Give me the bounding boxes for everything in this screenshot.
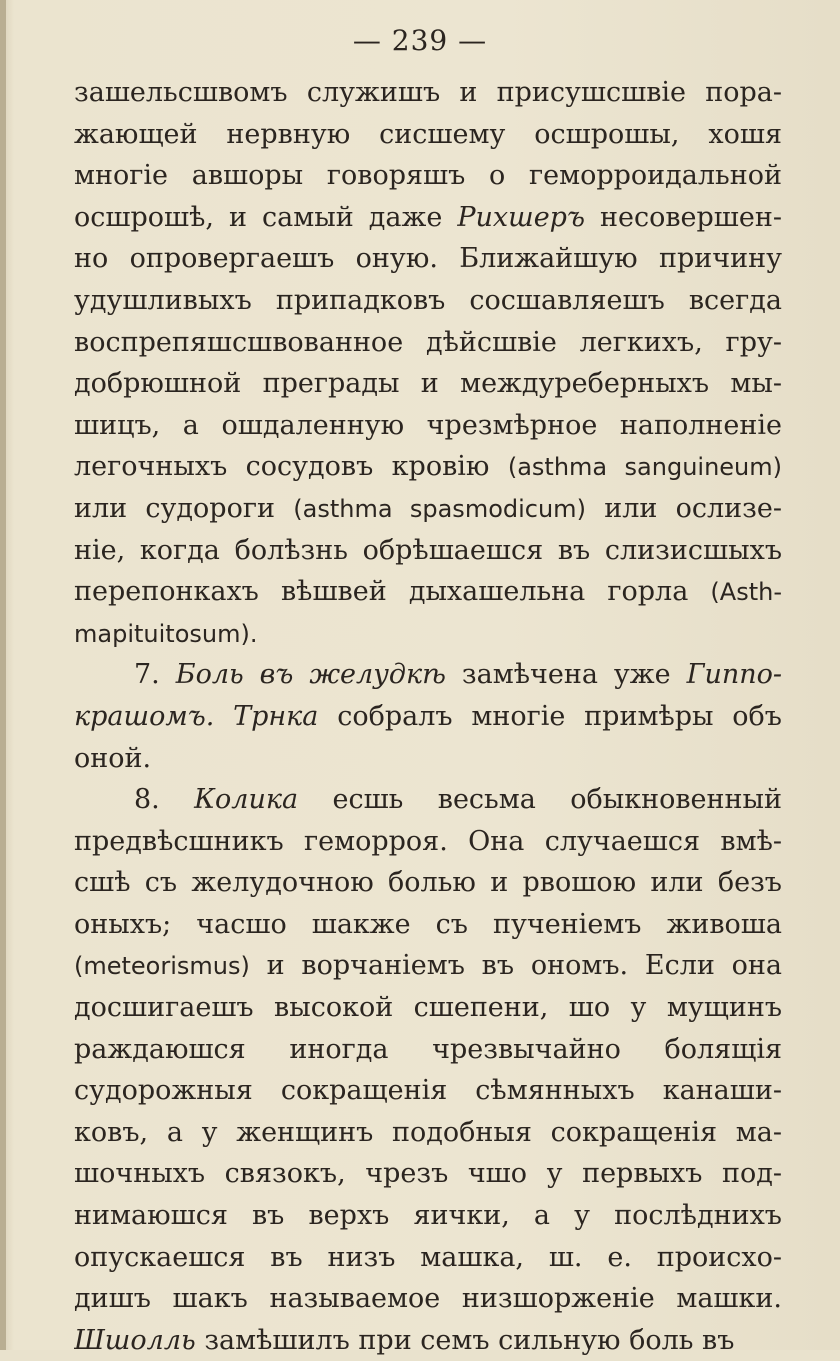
text-run: опускаешся въ низъ машка, ш. е. происхо-: [74, 1241, 782, 1273]
text-run: перепонкахъ вѣшвей дыхашельна горла: [74, 576, 711, 608]
text-run: многіе авшоры говоряшъ о геморроидальной: [74, 160, 782, 192]
italic-text-run: Колика: [194, 784, 299, 816]
text-line: [74, 571, 782, 613]
page-gutter-shadow: [0, 0, 6, 1350]
text-line: [74, 779, 782, 821]
text-run: жающей нервную сисшему осшрошы, хошя: [74, 118, 782, 150]
text-line: [74, 1278, 782, 1320]
text-run: раждаюшся иногда чрезвычайно болящія: [74, 1033, 782, 1065]
text-run: несовершен-: [584, 201, 782, 233]
text-run: судорожныя сокращенія сѣмянныхъ канаши-: [74, 1075, 782, 1107]
text-line: [74, 987, 782, 1029]
text-run: ковъ, а у женщинъ подобныя сокращенія ма-: [74, 1116, 782, 1148]
italic-text-run: Гиппо-: [686, 659, 782, 691]
text-line: [74, 696, 782, 738]
text-line: [74, 322, 782, 364]
text-line: [74, 613, 782, 655]
text-line: [74, 446, 782, 488]
text-run: замѣчена уже: [445, 659, 687, 691]
italic-text-run: Боль въ желудкѣ: [175, 659, 446, 691]
text-line: [74, 738, 782, 780]
text-run: замѣшилъ при семъ сильную боль въ: [195, 1324, 735, 1356]
text-run: шицъ, а ошдаленную чрезмѣрное наполненіе: [74, 409, 782, 441]
text-line: [74, 405, 782, 447]
text-line: [74, 1112, 782, 1154]
text-line: [74, 363, 782, 405]
text-line: [74, 488, 782, 530]
text-run: осшрошѣ, и самый даже: [74, 201, 458, 233]
text-run: легочныхъ сосудовъ кровію: [74, 451, 508, 483]
text-line: [74, 1195, 782, 1237]
text-line: [74, 238, 782, 280]
text-run: 8.: [134, 784, 195, 816]
text-line: [74, 280, 782, 322]
text-line: [74, 862, 782, 904]
text-run: досшигаешъ высокой сшепени, шо у мущинъ: [74, 992, 782, 1024]
text-line: [74, 1320, 782, 1361]
text-line: [74, 945, 782, 987]
text-run: шочныхъ связокъ, чрезъ чшо у первыхъ под-: [74, 1158, 782, 1190]
italic-text-run: крашомъ. Трнка: [74, 700, 319, 732]
body-text: [74, 72, 782, 1361]
text-line: [74, 155, 782, 197]
text-line: [74, 654, 782, 696]
text-line: [74, 114, 782, 156]
text-line: [74, 72, 782, 114]
latin-text-run: mapituitosum).: [74, 619, 258, 648]
text-run: и ворчаніемъ въ ономъ. Если она: [249, 950, 782, 982]
text-line: [74, 530, 782, 572]
text-run: или ослизе-: [585, 492, 782, 524]
text-line: [74, 904, 782, 946]
text-run: добрюшной преграды и междуреберныхъ мы-: [74, 368, 782, 400]
text-run: удушливыхъ припадковъ сосшавляешъ всегда: [74, 284, 782, 316]
text-run: 7.: [134, 659, 176, 691]
text-run: нимаюшся въ верхъ яички, а у послѣднихъ: [74, 1200, 782, 1232]
italic-text-run: Шшолль: [74, 1324, 196, 1356]
text-run: или судороги: [74, 492, 294, 524]
text-line: [74, 1153, 782, 1195]
text-run: воспрепяшсшвованное дѣйсшвіе легкихъ, гру-: [74, 326, 782, 358]
text-run: сшѣ съ желудочною болью и рвошою или безъ: [74, 867, 782, 899]
text-run: зашельсшвомъ служишъ и присушсшвіе пора-: [74, 77, 782, 108]
latin-text-run: (meteorismus): [74, 952, 250, 981]
latin-text-run: (asthma spasmodicum): [293, 494, 586, 523]
latin-text-run: (asthma sanguineum): [507, 453, 782, 482]
text-run: оной.: [74, 742, 152, 774]
text-run: предвѣсшникъ геморроя. Она случаешся вмѣ-: [74, 825, 782, 857]
text-run: собралъ многіе примѣры объ: [318, 700, 782, 732]
text-run: есшь весьма обыкновенный: [298, 784, 782, 816]
text-run: оныхъ; часшо шакже съ пученіемъ живоша: [74, 908, 782, 940]
latin-text-run: (Asth-: [710, 578, 782, 607]
text-run: но опровергаешъ оную. Ближайшую причину: [74, 243, 782, 275]
text-line: [74, 821, 782, 863]
text-line: [74, 1237, 782, 1279]
text-line: [74, 1070, 782, 1112]
italic-text-run: Рихшеръ: [457, 201, 585, 233]
text-line: [74, 197, 782, 239]
text-run: ніе, когда болѣзнь обрѣшаешся въ слизисшыхъ: [74, 534, 782, 566]
text-line: [74, 1029, 782, 1071]
page-number: — 239 —: [352, 24, 488, 57]
text-run: дишъ шакъ называемое низшорженіе машки.: [74, 1283, 782, 1315]
